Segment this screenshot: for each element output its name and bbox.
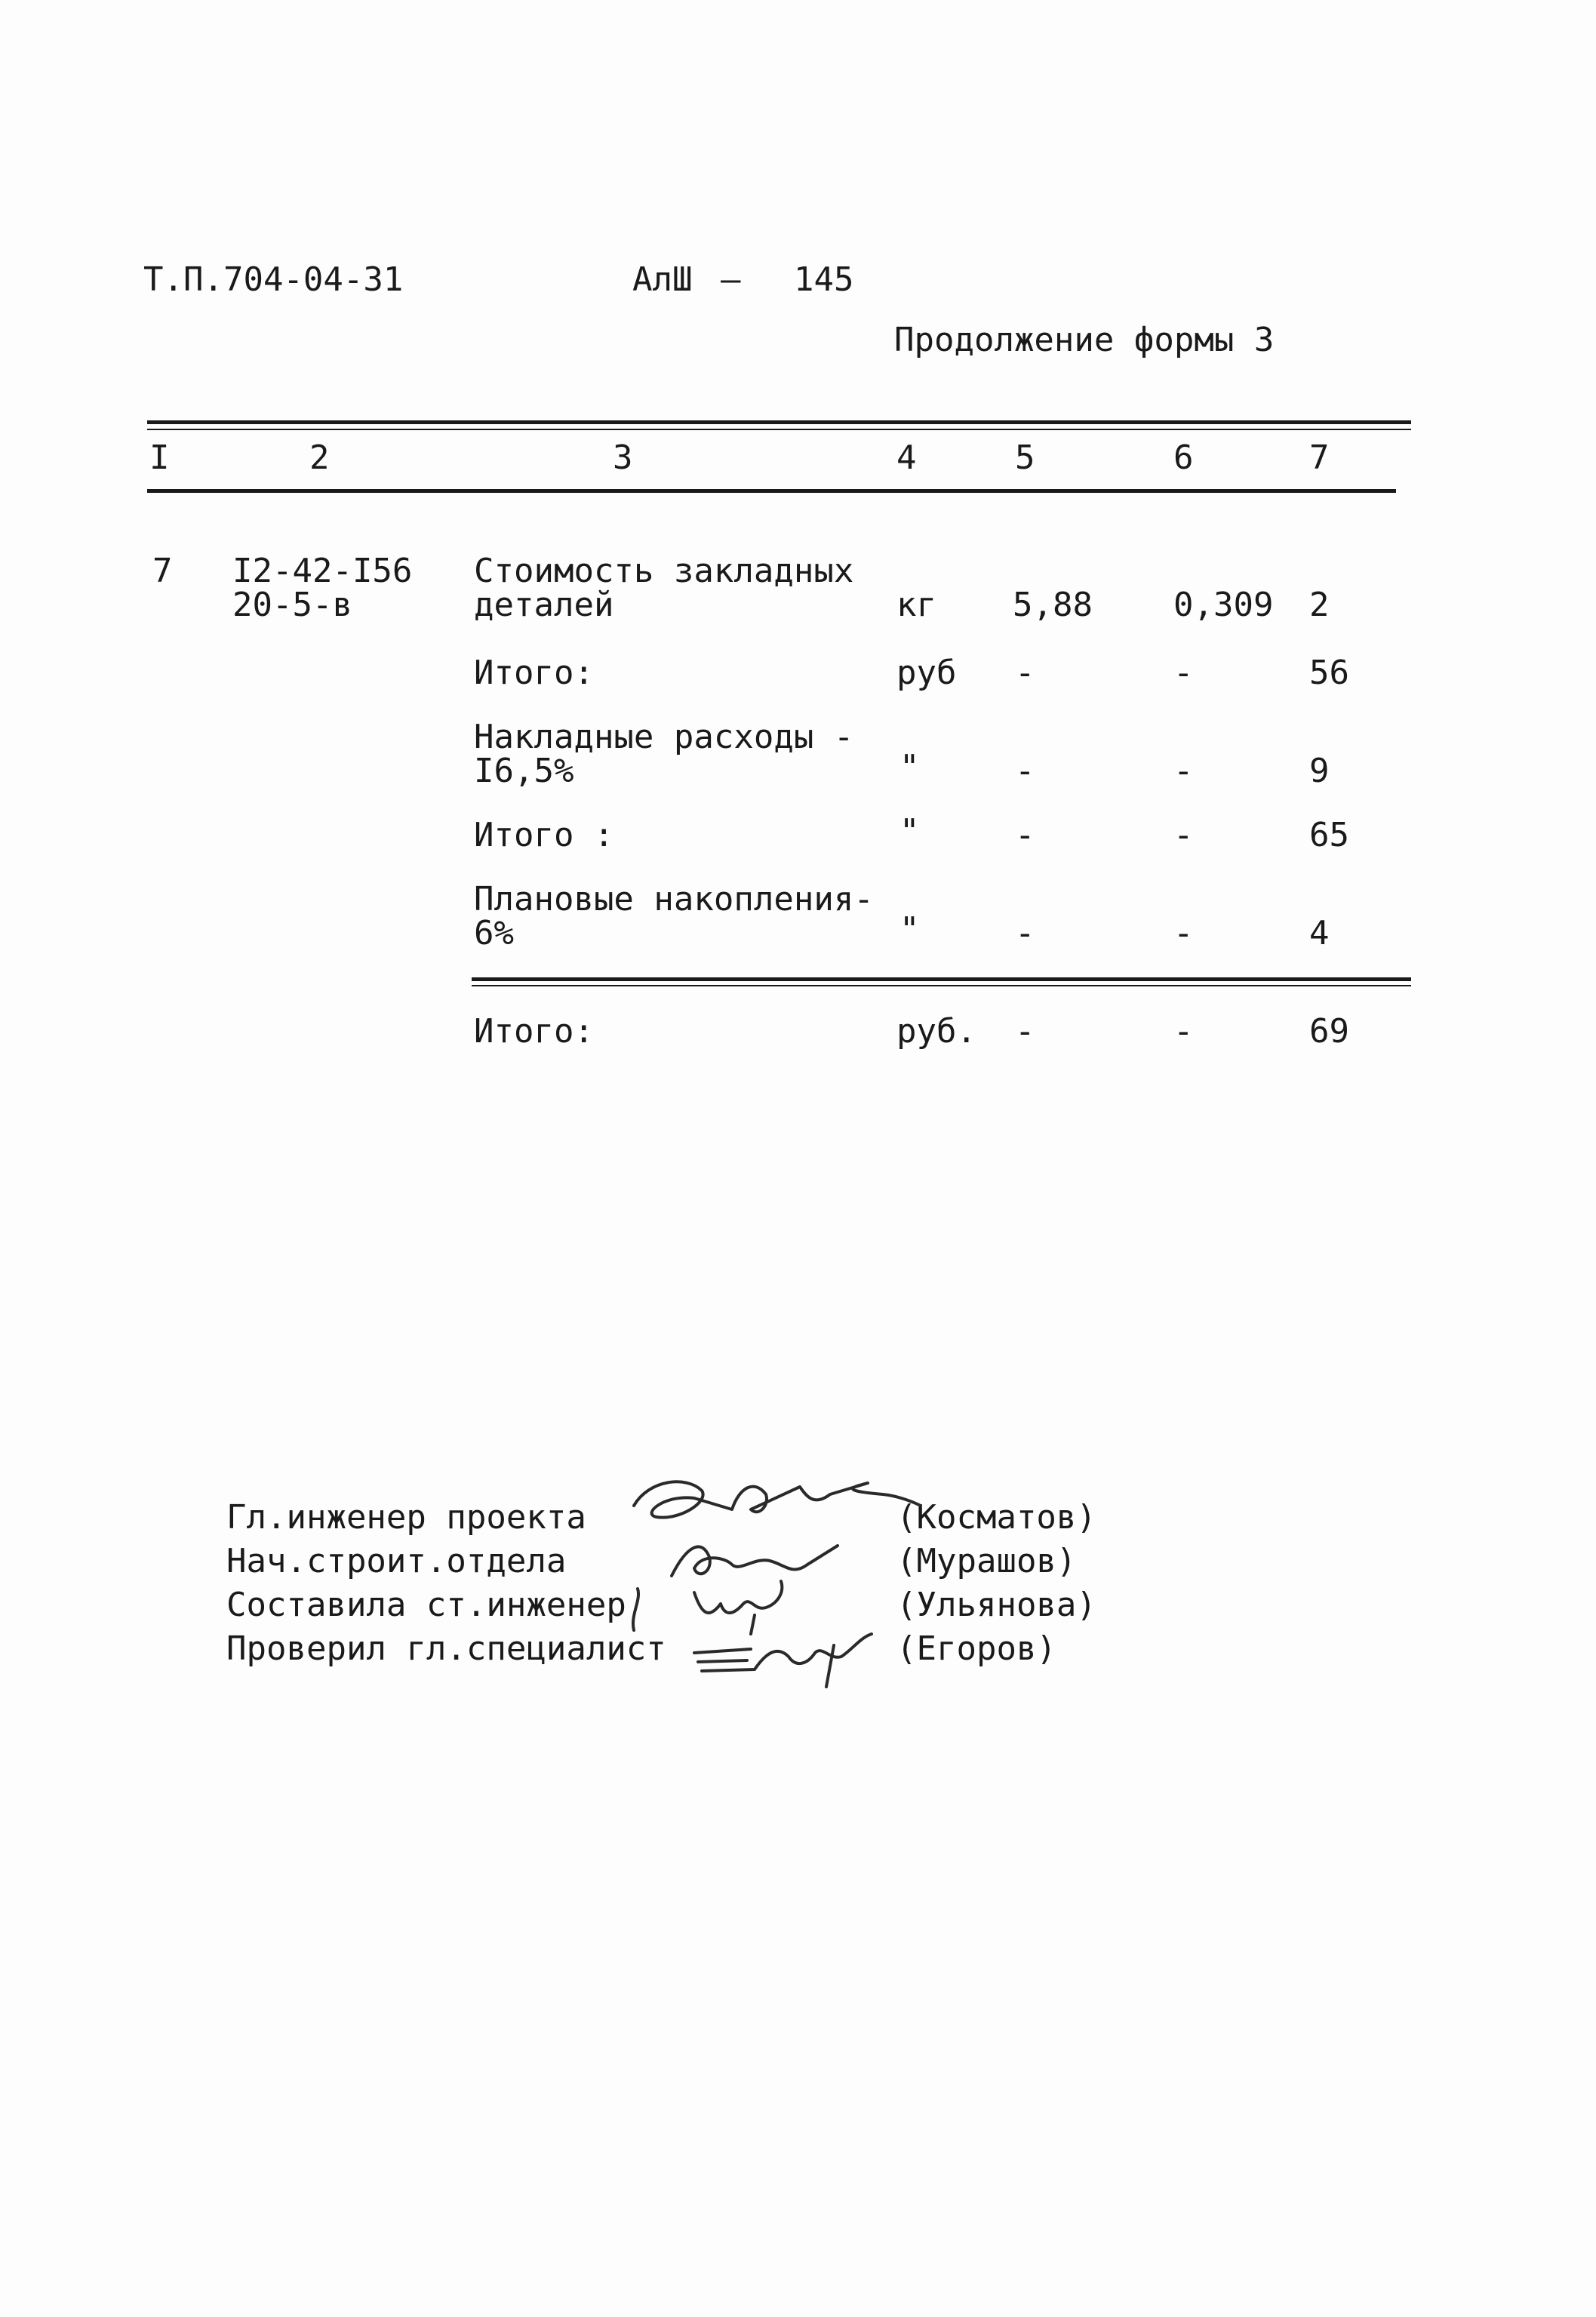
signature-role: Составила ст.инженер	[226, 1586, 626, 1624]
signature-scribble	[683, 1623, 887, 1691]
subtotal-col6: -	[1173, 816, 1194, 854]
subtotal-unit: "	[899, 910, 920, 949]
subtotal-col5: -	[1015, 914, 1035, 952]
subtotal-label: Итого:	[474, 654, 594, 692]
row-price: 0,309	[1173, 586, 1274, 624]
table-top-rule	[147, 420, 1411, 424]
subtotal-col5: -	[1015, 816, 1035, 854]
page-number: 145	[794, 260, 854, 299]
subtotal-col7: 9	[1309, 752, 1330, 790]
subtotal-label: Итого :	[474, 816, 614, 854]
row-number: 7	[152, 552, 173, 590]
overhead-label-line1: Накладные расходы -	[474, 718, 854, 756]
subtotal-col5: -	[1015, 752, 1035, 790]
subtotal-col7: 56	[1309, 654, 1349, 692]
row-item-line1: Стоимость закладных	[474, 552, 854, 590]
subtotal-unit: "	[899, 748, 920, 786]
column-number: I	[149, 438, 170, 477]
total-label: Итого:	[474, 1012, 594, 1051]
total-rule-thin	[472, 985, 1411, 986]
subtotal-col6: -	[1173, 914, 1194, 952]
row-code-line2: 20-5-в	[232, 586, 352, 624]
total-unit: руб.	[896, 1012, 976, 1051]
overhead-label-line2: I6,5%	[474, 752, 574, 790]
table-top-rule-thin	[147, 429, 1411, 430]
signature-role: Гл.инженер проекта	[226, 1498, 586, 1537]
total-col5: -	[1015, 1012, 1035, 1051]
column-number: 2	[309, 438, 330, 477]
subtotal-col7: 4	[1309, 914, 1330, 952]
column-number: 7	[1309, 438, 1330, 477]
signature-name: (Ульянова)	[896, 1586, 1096, 1624]
subtotal-col6: -	[1173, 752, 1194, 790]
table-header-rule	[147, 489, 1396, 493]
row-item-line2: деталей	[474, 586, 614, 624]
column-number: 4	[896, 438, 917, 477]
total-rule	[472, 977, 1411, 981]
row-quantity: 5,88	[1013, 586, 1093, 624]
column-number: 6	[1173, 438, 1194, 477]
row-unit: кг	[896, 586, 936, 624]
subtotal-col6: -	[1173, 654, 1194, 692]
signature-scribble	[626, 1464, 928, 1540]
subtotal-unit: руб	[896, 654, 957, 692]
document-code: Т.П.704-04-31	[143, 260, 404, 299]
planned-label-line2: 6%	[474, 914, 514, 952]
signature-role: Нач.строит.отдела	[226, 1542, 567, 1580]
total-col6: -	[1173, 1012, 1194, 1051]
subtotal-col5: -	[1015, 654, 1035, 692]
continuation-title: Продолжение формы 3	[894, 321, 1275, 359]
separator-dash: —	[721, 260, 741, 299]
row-code-line1: I2-42-I56	[232, 552, 413, 590]
total-col7: 69	[1309, 1012, 1349, 1051]
signature-name: (Косматов)	[896, 1498, 1096, 1537]
signature-role: Проверил гл.специалист	[226, 1629, 666, 1668]
signature-name: (Мурашов)	[896, 1542, 1077, 1580]
subtotal-col7: 65	[1309, 816, 1349, 854]
signature-name: (Егоров)	[896, 1629, 1056, 1668]
column-number: 3	[613, 438, 633, 477]
album-label: АлШ	[632, 260, 693, 299]
planned-label-line1: Плановые накопления-	[474, 880, 874, 918]
column-number: 5	[1015, 438, 1035, 477]
subtotal-unit: "	[899, 812, 920, 851]
row-sum: 2	[1309, 586, 1330, 624]
